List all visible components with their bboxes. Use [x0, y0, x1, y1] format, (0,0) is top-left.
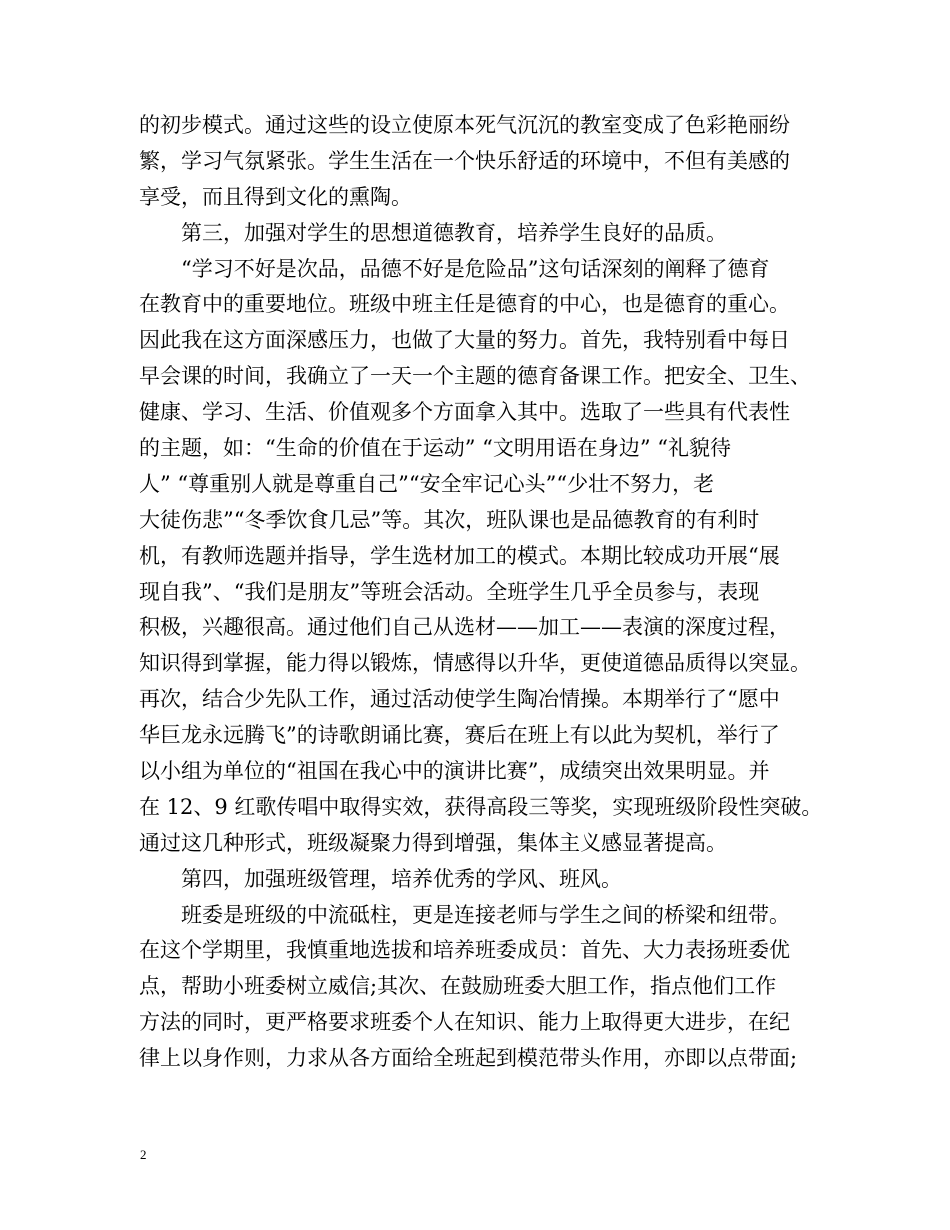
- text-line: 通过这几种形式，班级凝聚力得到增强，集体主义感显著提高。: [139, 830, 727, 855]
- text-line: 人” “尊重别人就是尊重自己”“安全牢记心头”“少壮不努力，老: [139, 471, 715, 496]
- text-line: 在教育中的重要地位。班级中班主任是德育的中心，也是德育的重心。: [139, 292, 790, 317]
- text-line: 的主题，如：“生命的价值在于运动” “文明用语在身边” “礼貌待: [139, 436, 732, 461]
- text-line: 在这个学期里，我慎重地选拔和培养班委成员：首先、大力表扬班委优: [139, 938, 790, 963]
- text-line: 健康、学习、生活、价值观多个方面拿入其中。选取了一些具有代表性: [139, 400, 790, 425]
- text-line: 律上以身作则，力求从各方面给全班起到模范带头作用，亦即以点带面;: [139, 1046, 798, 1071]
- text-line: 积极，兴趣很高。通过他们自己从选材——加工——表演的深度过程，: [139, 615, 790, 640]
- text-line: 华巨龙永远腾飞”的诗歌朗诵比赛，赛后在班上有以此为契机，举行了: [139, 723, 780, 748]
- text-line: 在 12、9 红歌传唱中取得实效，获得高段三等奖，实现班级阶段性突破。: [139, 794, 823, 819]
- text-line: 知识得到掌握，能力得以锻炼，情感得以升华，更使道德品质得以突显。: [139, 651, 811, 676]
- text-line: 以小组为单位的“祖国在我心中的演讲比赛”，成绩突出效果明显。并: [139, 759, 770, 784]
- text-line: 再次，结合少先队工作，通过活动使学生陶冶情操。本期举行了“愿中: [139, 687, 780, 712]
- text-line: 机，有教师选题并指导，学生选材加工的模式。本期比较成功开展“展: [139, 543, 780, 568]
- text-line: 的初步模式。通过这些的设立使原本死气沉沉的教室变成了色彩艳丽纷: [139, 113, 790, 137]
- text-line: 大徒伤悲”“冬季饮食几忌”等。其次，班队课也是品德教育的有利时: [139, 507, 760, 532]
- text-line: 点，帮助小班委树立威信;其次、在鼓励班委大胆工作，指点他们工作: [139, 974, 777, 999]
- text-line: 现自我”、“我们是朋友”等班会活动。全班学生几乎全员参与，表现: [139, 579, 760, 604]
- section-heading-third: 第三，加强对学生的思想道德教育，培养学生良好的品质。: [181, 220, 727, 245]
- text-line: 班委是班级的中流砥柱，更是连接老师与学生之间的桥梁和纽带。: [181, 902, 790, 927]
- text-line: 方法的同时，更严格要求班委个人在知识、能力上取得更大进步，在纪: [139, 1010, 790, 1035]
- text-line: “学习不好是次品，品德不好是危险品”这句话深刻的阐释了德育: [181, 256, 770, 281]
- body-text: [139, 108, 829, 1077]
- page-number: 2: [140, 1147, 147, 1162]
- text-line: 繁，学习气氛紧张。学生生活在一个快乐舒适的环境中，不但有美感的: [139, 148, 790, 173]
- text-line: 因此我在这方面深感压力，也做了大量的努力。首先，我特别看中每日: [139, 328, 790, 353]
- text-line: 享受，而且得到文化的熏陶。: [139, 184, 412, 209]
- text-line: 早会课的时间，我确立了一天一个主题的德育备课工作。把安全、卫生、: [139, 364, 811, 389]
- section-heading-fourth: 第四，加强班级管理，培养优秀的学风、班风。: [181, 866, 622, 891]
